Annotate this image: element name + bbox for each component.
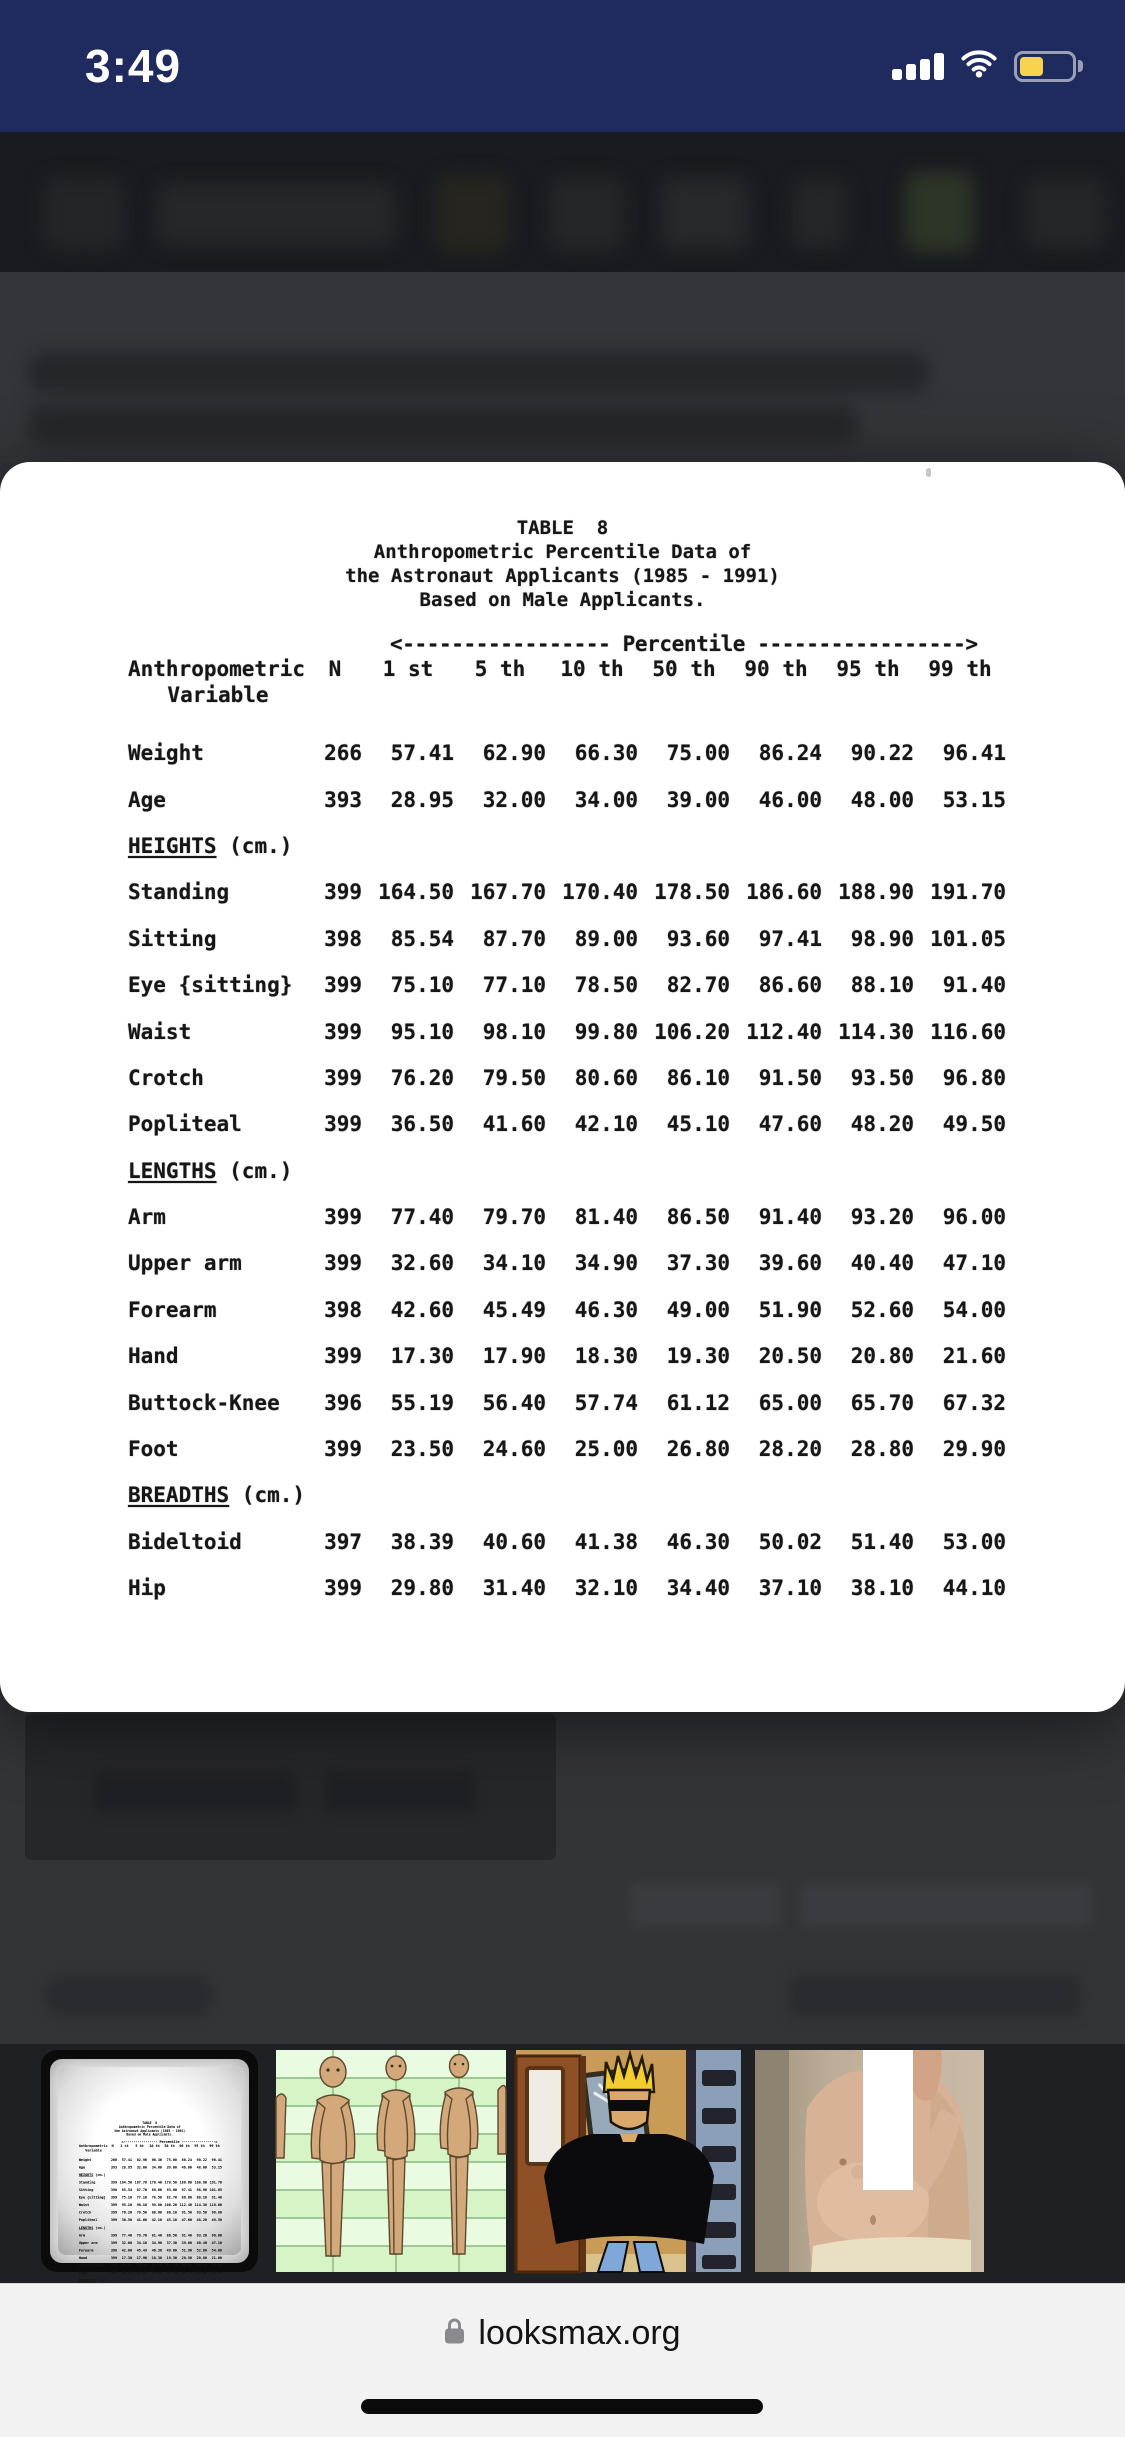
status-icons	[892, 49, 1083, 83]
table-row: Forearm 398 42.60 45.49 46.30 49.00 51.90 52.60 54.00	[128, 1297, 1006, 1322]
table-row: Eye {sitting} 399 75.10 77.10 78.50 82.70 86.60 88.10 91.40	[128, 973, 1006, 998]
lightbox-image[interactable]	[0, 462, 1125, 1712]
safari-url-bar[interactable]	[0, 2283, 1125, 2437]
scanned-document	[0, 516, 1125, 1611]
cellular-signal-icon	[892, 52, 944, 80]
status-bar	[0, 0, 1125, 132]
table-row: Weight 266 57.41 62.90 66.30 75.00 86.24 90.22 96.41	[128, 741, 1006, 766]
table-row: Hand 399 17.30 17.90 18.30 19.30 20.50 20.80 21.60	[128, 1344, 1006, 1369]
thumbnail-strip[interactable]	[0, 2044, 1125, 2283]
scroll-indicator	[926, 468, 931, 477]
dimmed-site-navbar	[0, 132, 1125, 272]
battery-fill	[1020, 57, 1043, 76]
doc-title-line: TABLE 8	[516, 517, 609, 539]
home-indicator[interactable]	[361, 2399, 763, 2414]
table-section-row: BREADTHS (cm.)	[128, 1483, 306, 1508]
table-row: Foot 399 23.50 24.60 25.00 26.80 28.20 28.80 29.90	[128, 1437, 1006, 1462]
table-row: Age 393 28.95 32.00 34.00 39.00 46.00 48.00 53.15	[128, 787, 1006, 812]
table-header-row	[0, 656, 1125, 682]
doc-title-block	[0, 516, 1125, 612]
col-header-percentile: 5 th	[474, 657, 526, 681]
thumbnail-table-card	[50, 2059, 249, 2283]
thumbnail-torso-photo[interactable]	[755, 2050, 984, 2272]
table-row: Upper arm 399 32.60 34.10 34.90 37.30 39.60 40.40 47.10	[128, 1251, 1006, 1276]
table-body	[0, 730, 1125, 1611]
col-header-variable: Anthropometric	[128, 657, 306, 681]
doc-title-line: Anthropometric Percentile Data of	[373, 541, 752, 563]
wifi-icon	[960, 49, 998, 83]
dimmed-quote-block	[25, 1714, 556, 1860]
table-row: Standing 399 164.50 167.70 170.40 178.50 186.60 188.90 191.70	[128, 880, 1006, 905]
table-section-row: LENGTHS (cm.)	[128, 1158, 293, 1183]
table-section-row: HEIGHTS (cm.)	[128, 833, 293, 858]
doc-title-line: Based on Male Applicants.	[419, 589, 706, 611]
dimmed-page-content	[0, 272, 1125, 462]
col-header-percentile: 10 th	[560, 657, 624, 681]
col-header-n: N	[328, 657, 342, 681]
table-row: Bideltoid 397 38.39 40.60 41.38 46.30 50.02 51.40 53.00	[128, 1529, 1006, 1554]
lightbox-backdrop[interactable]	[0, 1712, 1125, 2044]
table-row: Hip 399 29.80 31.40 32.10 34.40 37.10 38.10 44.10	[128, 1576, 1006, 1601]
table-row: Waist 399 95.10 98.10 99.80 106.20 112.40 114.30 116.60	[128, 1019, 1006, 1044]
table-row: Buttock-Knee 396 55.19 56.40 57.74 61.12 65.00 65.70 67.32	[128, 1390, 1006, 1415]
col-header-percentile: 95 th	[836, 657, 900, 681]
thumbnail-doc-preview: TABLE 8 Anthropometric Percentile Data of the Astronaut Applicants (1985 - 1991) Based on Male Applicants. <----------------- Percentile -----------------> Anthropometric N 1 st 5 th 10 th 50 th 90 th 95 th 99 th Variable Weight 266 57.41 62.90 66.30 75.00 86.24 90.22 96.41 Age 393 28.95 32.00 34.00 39.00 46.00 48.00 53.15 HEIGHTS (cm.) Standing 399 164.50 167.70 170.40 178.50 186.60 188.90 191.70 Sitting 398 85.54 87.70 89.00 93.60 97.41 98.90 101.05 Eye {sitting} 399 75.10 77.10 78.50 82.70 86.60 88.10 91.40 Waist 399 95.10 98.10 99.80 106.20 112.40 114.30 116.60 Crotch 399 76.20 79.50 80.60 86.10 91.50 93.50 96.80 Popliteal 399 36.50 41.60 42.10 45.10 47.60 48.20 49.50 LENGTHS (cm.) Arm 399 77.40 79.70 81.40 86.50 91.40 93.20 96.00 Upper arm 399 32.60 34.10 34.90 37.30 39.60 40.40 47.10 Forearm 398 42.60 45.49 46.30 49.00 51.90 52.60 54.00 Hand 399 17.30 17.90 18.30 19.30 20.50 20.80 21.60 Buttock-Knee 396 55.19 56.40 57.74 61.12 65.00 65.70 67.32 Foot 399 23.50 24.60 25.00 26.80 28.20 28.80 29.90 BREADTHS (cm.)	[78, 2121, 222, 2283]
col-header-percentile: 50 th	[652, 657, 716, 681]
thumbnail-johnny-bravo[interactable]	[516, 2050, 741, 2272]
url-text: looksmax.org	[478, 2314, 681, 2352]
table-row: Crotch 399 76.20 79.50 80.60 86.10 91.50 93.50 96.80	[128, 1065, 1006, 1090]
thumbnail-growth-chart[interactable]	[276, 2050, 506, 2272]
table-header-row2	[0, 682, 1125, 708]
percentile-arrow-header: <----------------- Percentile ----------------->	[390, 632, 978, 656]
col-header-percentile: 90 th	[744, 657, 808, 681]
doc-title-line: the Astronaut Applicants (1985 - 1991)	[345, 565, 780, 587]
battery-icon	[1014, 51, 1083, 82]
table-row: Sitting 398 85.54 87.70 89.00 93.60 97.41 98.90 101.05	[128, 926, 1006, 951]
col-header-percentile: 1 st	[382, 657, 434, 681]
clock-time: 3:49	[85, 40, 182, 92]
table-row: Arm 399 77.40 79.70 81.40 86.50 91.40 93.20 96.00	[128, 1205, 1006, 1230]
table-row: Popliteal 399 36.50 41.60 42.10 45.10 47.60 48.20 49.50	[128, 1112, 1006, 1137]
thumbnail-table-scan[interactable]	[41, 2050, 258, 2283]
col-header-variable-2: Variable	[167, 683, 269, 707]
lock-icon	[444, 2317, 465, 2350]
col-header-percentile: 99 th	[928, 657, 992, 681]
